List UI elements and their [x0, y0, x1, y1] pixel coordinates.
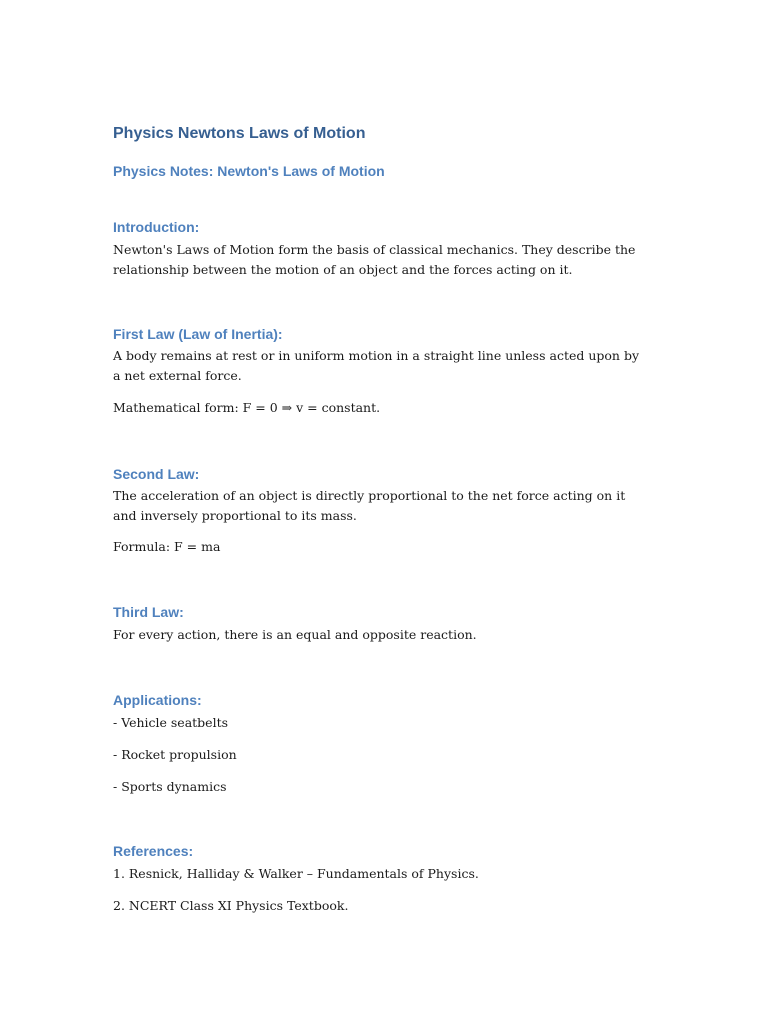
- document-subtitle: Physics Notes: Newton's Laws of Motion: [113, 163, 385, 179]
- second-law-heading: Second Law:: [113, 466, 200, 482]
- applications-heading: Applications:: [113, 692, 202, 708]
- second-law-text: The acceleration of an object is directly proportional to the net force acting on it and inversely proportional to its mass.: [113, 488, 626, 523]
- second-law-formula: Formula: F = ma: [113, 539, 221, 554]
- reference-item: 1. Resnick, Halliday & Walker – Fundamentals of Physics.: [113, 866, 479, 881]
- introduction-text: Newton's Laws of Motion form the basis of classical mechanics. They describe the relationship between the motion of an object and the forces acting on it.: [113, 242, 636, 277]
- first-law-text: A body remains at rest or in uniform motion in a straight line unless acted upon by a net external force.: [113, 348, 640, 383]
- reference-item: 2. NCERT Class XI Physics Textbook.: [113, 898, 349, 913]
- third-law-text: For every action, there is an equal and opposite reaction.: [113, 627, 477, 642]
- third-law-heading: Third Law:: [113, 604, 184, 620]
- introduction-heading: Introduction:: [113, 219, 200, 235]
- first-law-heading: First Law (Law of Inertia):: [113, 326, 283, 342]
- application-item: - Sports dynamics: [113, 779, 227, 794]
- application-item: - Vehicle seatbelts: [113, 715, 229, 730]
- application-item: - Rocket propulsion: [113, 747, 237, 762]
- first-law-formula: Mathematical form: F = 0 ⇒ v = constant.: [113, 400, 381, 415]
- references-heading: References:: [113, 843, 194, 859]
- document-title: Physics Newtons Laws of Motion: [113, 125, 366, 142]
